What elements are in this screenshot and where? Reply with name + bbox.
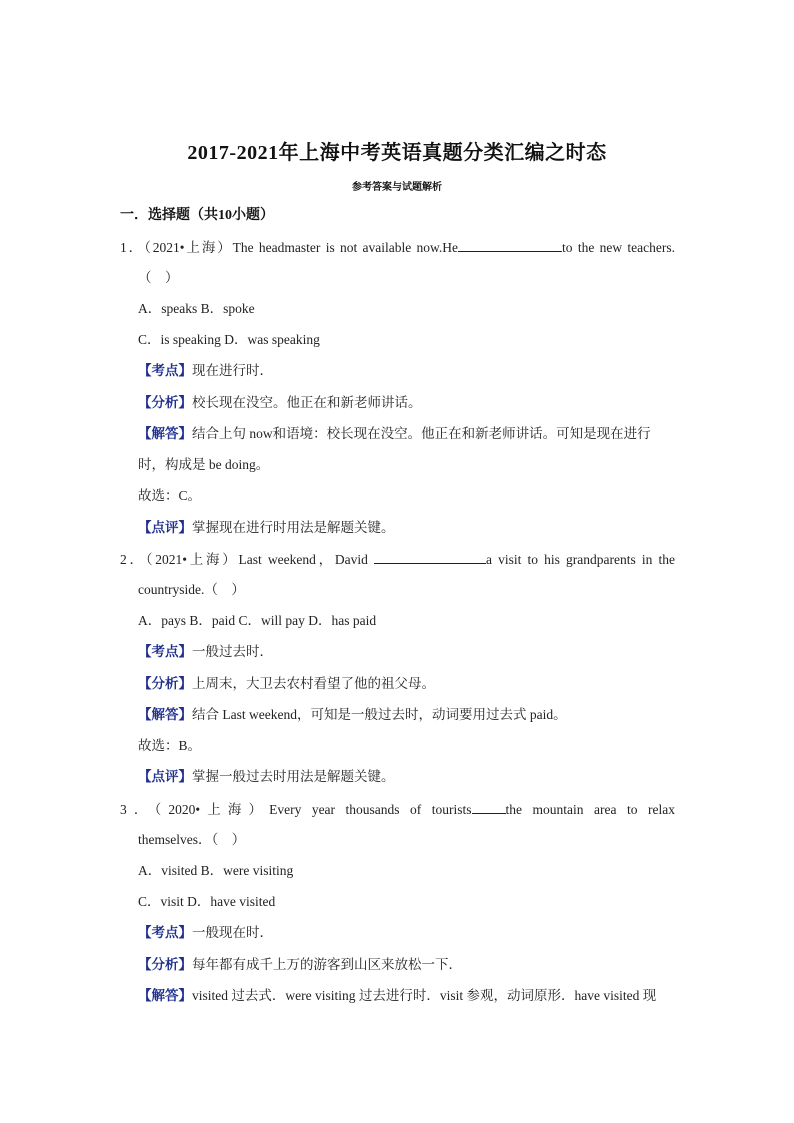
question-3-fenxi [138,955,675,975]
kaodian-text: 一般过去时． [192,644,273,659]
fenxi-tag: 【分析】 [138,957,192,972]
question-2-stem [120,549,675,570]
question-1-options-row-2: C．is speaking D．was speaking [138,332,320,347]
jieda-text: visited 过去式．were visiting 过去进行时．visit 参观，动词原形．have visited 现 [192,988,657,1003]
question-1-options-row-1: A．speaks B．spoke [138,301,255,316]
question-2-kaodian [138,642,675,662]
question-3-kaodian [138,923,675,943]
question-1-suffix: to the new teachers. [562,240,676,255]
kaodian-tag: 【考点】 [138,363,192,378]
question-1-stem [120,237,675,258]
question-1-jieda-continued: 时，构成是 be doing。 [138,457,270,472]
dianping-tag: 【点评】 [138,769,192,784]
question-1-answer: 故选：C。 [138,488,202,503]
fenxi-tag: 【分析】 [138,395,192,410]
question-1-kaodian [138,361,675,381]
kaodian-text: 现在进行时． [192,363,273,378]
fenxi-text: 上周末，大卫去农村看望了他的祖父母。 [192,676,435,691]
question-2-prefix: 2．（2021•上海）Last weekend，David [120,552,368,567]
question-2-jieda [138,705,675,725]
fenxi-text: 校长现在没空。他正在和新老师讲话。 [192,395,422,410]
jieda-text: 结合上句 now和语境：校长现在没空。他正在和新老师讲话。可知是现在进行 [192,426,651,441]
fenxi-text: 每年都有成千上万的游客到山区来放松一下． [192,957,462,972]
question-2-suffix: a visit to his grandparents in the [486,552,676,567]
question-3-stem [120,799,675,820]
dianping-text: 掌握一般过去时用法是解题关键。 [192,769,395,784]
question-1-jieda [138,424,675,444]
document-subtitle: 参考答案与试题解析 [352,182,442,193]
jieda-text: 结合 Last weekend，可知是一般过去时，动词要用过去式 paid。 [192,707,567,722]
question-3-jieda [138,986,675,1006]
question-2-options-row-1: A．pays B．paid C．will pay D．has paid [138,613,377,628]
question-1-dianping [138,518,675,538]
question-3-options-row-2: C．visit D．have visited [138,894,276,909]
question-2-fenxi [138,674,675,694]
question-1-paren: （ ） [138,270,179,285]
question-1-prefix: 1．（2021•上海）The headmaster is not available now.He [120,240,459,255]
kaodian-tag: 【考点】 [138,925,192,940]
dianping-text: 掌握现在进行时用法是解题关键。 [192,520,395,535]
question-1-blank [458,237,562,252]
question-3-blank [472,799,506,814]
jieda-tag: 【解答】 [138,988,192,1003]
question-2-blank [374,549,486,564]
question-2-answer: 故选：B。 [138,738,202,753]
kaodian-tag: 【考点】 [138,644,192,659]
dianping-tag: 【点评】 [138,520,192,535]
question-3-options-row-1: A．visited B．were visiting [138,863,294,878]
question-2-dianping [138,767,675,787]
question-1-fenxi [138,393,675,413]
question-3-suffix: the mountain area to relax [505,802,675,817]
document-title: 2017-2021年上海中考英语真题分类汇编之时态 [187,142,607,164]
jieda-tag: 【解答】 [138,426,192,441]
question-2-continued: countryside.（ ） [138,582,245,597]
section-heading: 一．选择题（共10小题） [120,208,274,223]
question-3-continued: themselves．（ ） [138,832,246,847]
question-3-prefix: 3．（2020•上海）Every year thousands of tourists [120,802,472,817]
kaodian-text: 一般现在时． [192,925,273,940]
jieda-tag: 【解答】 [138,707,192,722]
fenxi-tag: 【分析】 [138,676,192,691]
